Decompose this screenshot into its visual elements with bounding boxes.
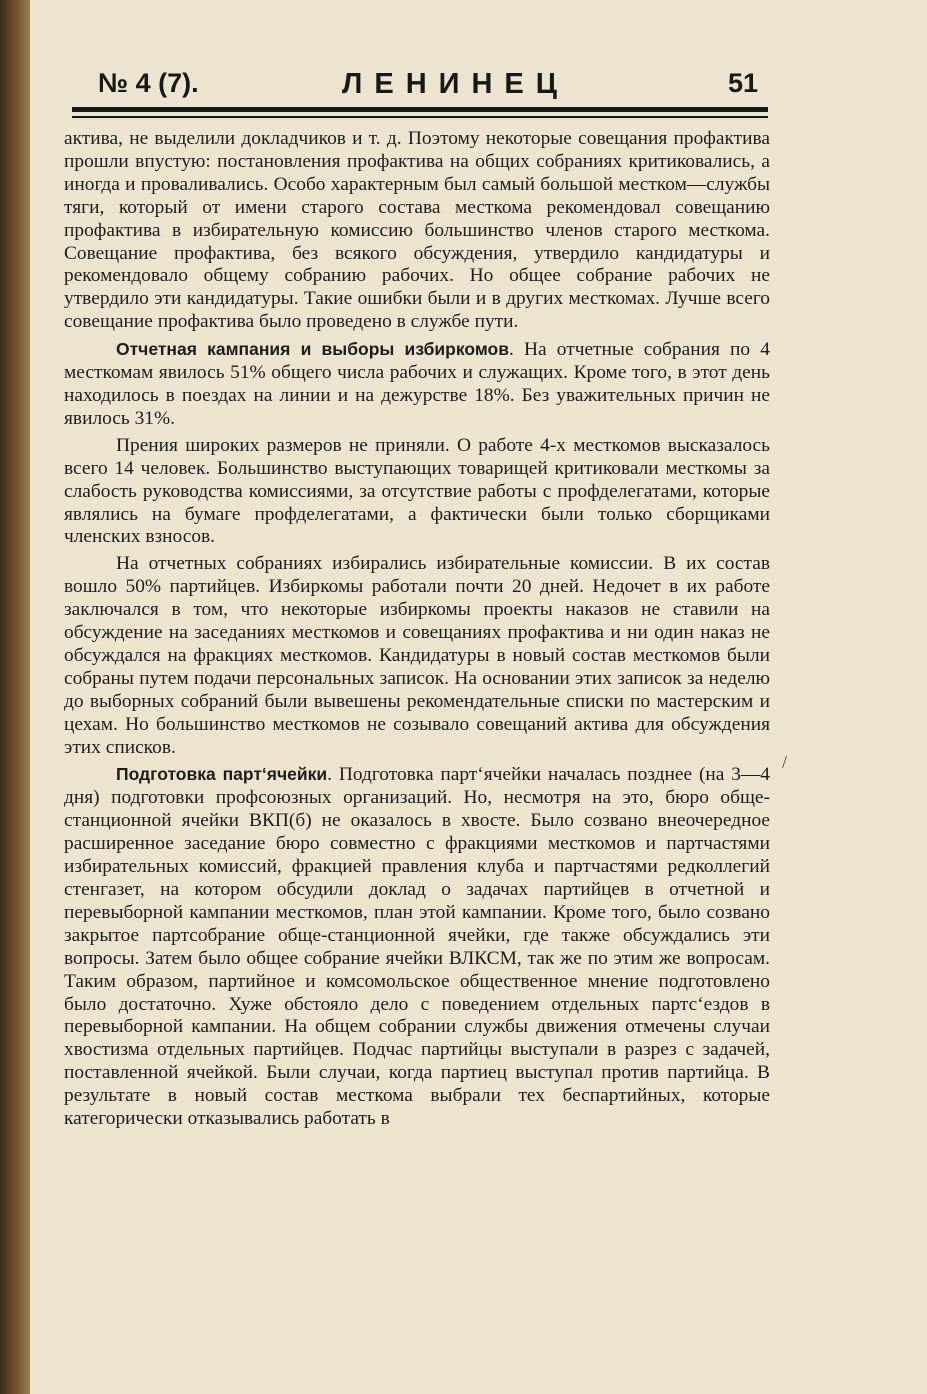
section-heading: Подготовка парт‘ячейки (116, 764, 328, 785)
section-heading: Отчетная кампания и выборы избиркомов (116, 339, 509, 360)
header-rule (72, 107, 768, 112)
article-body (64, 128, 770, 1135)
paragraph-text: На отчетных собраниях избирались избирательные комиссии. В их состав вошло 50% партийцев. Избиркомы работали почти 20 дней. Недочет в их работе заключался в том, что некоторые избиркомы проекты наказов не ставили на обсуждение на заседаниях месткомов и совещаниях профактива и ни один наказ не обсуждался на фракциях месткомов. Кандидатуры в новый состав месткомов были собраны путем подачи персональных записок. На основании этих записок за неделю до выборных собраний были вывешены рекомендательные списки по мастерским и цехам. Но большинство месткомов не созывало совещаний актива для обсуждения этих списков. (64, 553, 770, 758)
header-rule-thin (72, 116, 768, 118)
journal-title: ЛЕНИНЕЦ (342, 68, 569, 100)
issue-number: № 4 (7). (98, 68, 199, 98)
paragraph-text: . Подготовка парт‘ячейки началась позднее (на 3—4 дня) подготовки профсоюзных организаций. Но, несмотря на это, бюро обще-станционной ячейки ВКП(б) не оказалось в хвосте. Было созвано внеочередное расширенное заседание бюро совместно с фракциями месткомов и партчастями избирательных комиссий, фракцией правления клуба и партчастями редколлегий стенгазет, на котором обсудили доклад о задачах партийцев в отчетной и перевыборной кампании месткомов, план этой кампании. Кроме того, было созвано закрытое партсобрание обще-станционной ячейки, где также обсуждались эти вопросы. Затем было общее собрание ячейки ВЛКСМ, так же по этим же вопросам. Таким образом, партийное и комсомольское общественное мнение подготовлено было достаточно. Хуже обстояло дело с поведением отдельных партс‘ездов в перевыборной кампании. На общем собрании службы движения отмечены случаи хвостизма отдельных партийцев. Подчас партийцы выступали в разрез с задачей, поставленной ячейкой. Были случаи, когда партиец выступал против партийца. В результате в новый состав месткома выбрали тех беспартийных, которые категорически отказывались работать в (64, 764, 770, 1130)
page-number: 51 (727, 68, 758, 98)
paragraph (64, 553, 770, 759)
margin-pencil-mark: / (782, 752, 788, 772)
page-header (70, 60, 770, 110)
paragraph-text: Прения широких размеров не приняли. О работе 4-х месткомов высказалось всего 14 человек. Большинство выступающих товарищей критиковали месткомы за слабость руководства комиссиями, за отсутствие работы с профделегатами, которые являлись на бумаге профделегатами, а фактически были только сборщиками членских взносов. (64, 434, 770, 548)
paragraph-text: . На отчетные собрания по 4 месткомам явилось 51% общего числа рабочих и служащих. Кроме того, в этот день находилось в поездах на линии и на дежурстве 18%. Без уважительных причин не явилось 31%. (64, 339, 770, 429)
paragraph (64, 128, 770, 334)
book-spine-edge (0, 0, 34, 1394)
paragraph (64, 338, 770, 431)
paragraph (64, 763, 770, 1131)
paragraph-text: актива, не выделили докладчиков и т. д. Поэтому некоторые совещания профактива прошли впустую: постановления профактива на общих собраниях критиковались, а иногда и проваливались. Особо характерным был самый большой местком—службы тяги, который от имени старого состава месткома рекомендовал совещанию профактива в избирательную комиссию большинство членов старого месткома. Совещание профактива, без всякого обсуждения, утвердило кандидатуры и рекомендовало общему собранию рабочих. Но общее собрание рабочих не утвердило эти кандидатуры. Такие ошибки были и в других месткомах. Лучше всего совещание профактива было проведено в службе пути. (64, 128, 770, 333)
paragraph (64, 435, 770, 550)
